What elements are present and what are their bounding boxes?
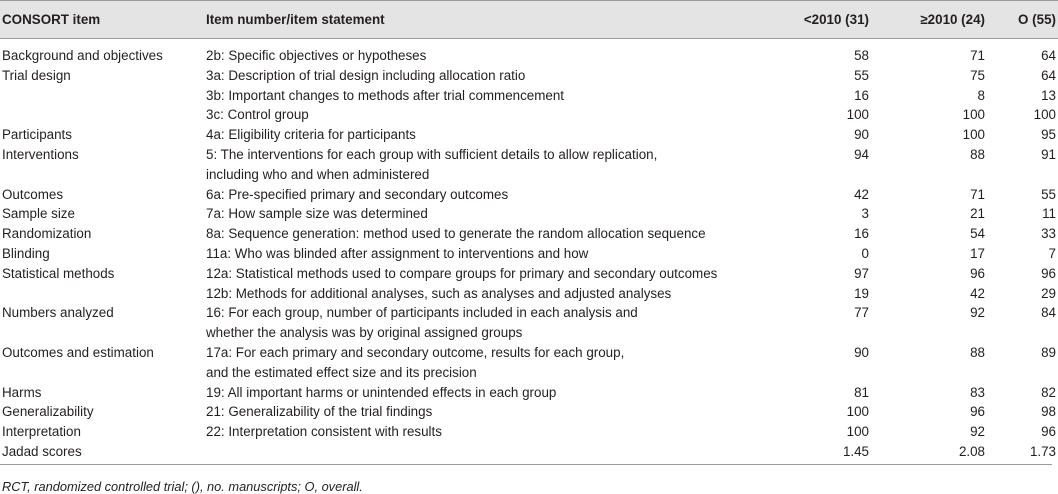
cell-item-statement xyxy=(206,39,751,66)
statement-line: 3a: Description of trial design including allocation ratio xyxy=(206,67,526,83)
cell-consort-item xyxy=(0,284,206,304)
cell-before-2010: 16 xyxy=(854,226,869,242)
statement-line: 2b: Specific objectives or hypotheses xyxy=(206,48,427,63)
statement-line: 17a: For each primary and secondary outcome, results for each group, xyxy=(206,344,625,360)
cell-overall: 98 xyxy=(1041,404,1056,420)
statement-line: 19: All important harms or unintended effects in each group xyxy=(206,384,557,400)
table-body xyxy=(0,39,1058,464)
cell-item-statement xyxy=(206,66,751,86)
cell-overall: 7 xyxy=(1048,245,1056,261)
cell-consort-item: Statistical methods xyxy=(2,265,115,281)
header-before-2010: <2010 (31) xyxy=(751,1,871,39)
cell-consort-item: Background and objectives xyxy=(2,48,163,63)
cell-after-2010: 2.08 xyxy=(958,443,985,459)
table-row xyxy=(0,204,1058,224)
cell-consort-item: Outcomes xyxy=(2,186,64,202)
cell-item-statement xyxy=(206,383,751,403)
table-row xyxy=(0,224,1058,244)
statement-line-continued: and the estimated effect size and its precision xyxy=(206,364,477,380)
table-row xyxy=(0,284,1058,304)
table-row xyxy=(0,303,1058,343)
table-row xyxy=(0,66,1058,86)
cell-consort-item: Sample size xyxy=(2,206,75,222)
cell-after-2010: 8 xyxy=(977,87,985,103)
statement-line: 4a: Eligibility criteria for participants xyxy=(206,127,416,143)
header-row xyxy=(0,1,1058,39)
cell-after-2010: 88 xyxy=(970,344,985,360)
cell-before-2010: 94 xyxy=(854,146,869,162)
cell-consort-item: Participants xyxy=(2,127,72,143)
cell-before-2010: 81 xyxy=(854,384,869,400)
cell-item-statement xyxy=(206,402,751,422)
cell-before-2010: 100 xyxy=(846,404,869,420)
table-row xyxy=(0,402,1058,422)
cell-after-2010: 100 xyxy=(962,127,985,143)
cell-before-2010: 97 xyxy=(854,265,869,281)
header-overall: O (55) xyxy=(987,1,1058,39)
cell-consort-item: Harms xyxy=(2,384,42,400)
cell-consort-item: Jadad scores xyxy=(2,443,82,459)
cell-consort-item: Numbers analyzed xyxy=(2,305,114,321)
cell-item-statement xyxy=(206,442,751,464)
cell-item-statement xyxy=(206,284,751,304)
cell-before-2010: 100 xyxy=(846,424,869,440)
cell-before-2010: 19 xyxy=(854,285,869,301)
header-item-statement: Item number/item statement xyxy=(206,1,751,39)
cell-before-2010: 1.45 xyxy=(842,443,869,459)
cell-overall: 84 xyxy=(1041,305,1056,321)
statement-line: 22: Interpretation consistent with results xyxy=(206,424,442,440)
cell-consort-item: Outcomes and estimation xyxy=(2,344,154,360)
cell-item-statement xyxy=(206,86,751,106)
cell-after-2010: 71 xyxy=(970,186,985,202)
cell-after-2010: 17 xyxy=(970,245,985,261)
cell-consort-item: Randomization xyxy=(2,226,92,242)
cell-overall: 29 xyxy=(1041,285,1056,301)
cell-before-2010: 55 xyxy=(854,67,869,83)
statement-line: 6a: Pre-specified primary and secondary outcomes xyxy=(206,186,509,202)
cell-overall: 91 xyxy=(1041,146,1056,162)
statement-line-continued: whether the analysis was by original assigned groups xyxy=(206,325,523,341)
cell-after-2010: 75 xyxy=(970,67,985,83)
cell-after-2010: 71 xyxy=(970,48,985,63)
table-row xyxy=(0,383,1058,403)
table-row xyxy=(0,343,1058,383)
cell-before-2010: 0 xyxy=(861,245,869,261)
cell-item-statement xyxy=(206,422,751,442)
header-consort-item: CONSORT item xyxy=(0,1,206,39)
cell-before-2010: 42 xyxy=(854,186,869,202)
cell-after-2010: 83 xyxy=(970,384,985,400)
table-row xyxy=(0,244,1058,264)
cell-consort-item: Generalizability xyxy=(2,404,94,420)
statement-line: 3b: Important changes to methods after trial commencement xyxy=(206,87,565,103)
cell-consort-item: Trial design xyxy=(2,67,71,83)
cell-after-2010: 92 xyxy=(970,424,985,440)
cell-overall: 64 xyxy=(1041,48,1056,63)
table-row xyxy=(0,442,1058,464)
cell-consort-item xyxy=(0,86,206,106)
cell-consort-item: Interpretation xyxy=(2,424,81,440)
statement-line: 12b: Methods for additional analyses, such as analyses and adjusted analyses xyxy=(206,285,672,301)
cell-overall: 1.73 xyxy=(1029,443,1056,459)
cell-overall: 64 xyxy=(1041,67,1056,83)
cell-after-2010: 92 xyxy=(970,305,985,321)
statement-line: 5: The interventions for each group with sufficient details to allow replication, xyxy=(206,146,658,162)
statement-line: 8a: Sequence generation: method used to generate the random allocation sequence xyxy=(206,226,706,242)
cell-item-statement xyxy=(206,224,751,244)
cell-after-2010: 96 xyxy=(970,265,985,281)
statement-line: 12a: Statistical methods used to compare groups for primary and secondary outcomes xyxy=(206,265,718,281)
cell-before-2010: 3 xyxy=(861,206,869,222)
table-footnote: RCT, randomized controlled trial; (), no. manuscripts; O, overall. xyxy=(2,478,363,494)
cell-item-statement xyxy=(206,343,751,383)
statement-line: 21: Generalizability of the trial findings xyxy=(206,404,433,420)
cell-after-2010: 96 xyxy=(970,404,985,420)
cell-item-statement xyxy=(206,204,751,224)
cell-before-2010: 77 xyxy=(854,305,869,321)
cell-item-statement xyxy=(206,303,751,343)
cell-overall: 33 xyxy=(1041,226,1056,242)
header-after-2010: ≥2010 (24) xyxy=(871,1,987,39)
cell-after-2010: 21 xyxy=(970,206,985,222)
cell-after-2010: 54 xyxy=(970,226,985,242)
table-row xyxy=(0,125,1058,145)
cell-item-statement xyxy=(206,244,751,264)
bottom-rule xyxy=(0,464,1052,465)
statement-line: 7a: How sample size was determined xyxy=(206,206,428,222)
cell-overall: 13 xyxy=(1041,87,1056,103)
cell-overall: 96 xyxy=(1041,265,1056,281)
statement-line: 11a: Who was blinded after assignment to interventions and how xyxy=(206,245,589,261)
cell-overall: 95 xyxy=(1041,127,1056,143)
table-row xyxy=(0,145,1058,185)
cell-consort-item: Interventions xyxy=(2,146,79,162)
cell-after-2010: 42 xyxy=(970,285,985,301)
cell-overall: 100 xyxy=(1033,107,1056,123)
statement-line: 16: For each group, number of participants included in each analysis and xyxy=(206,305,638,321)
cell-after-2010: 100 xyxy=(962,107,985,123)
cell-consort-item: Blinding xyxy=(2,245,50,261)
cell-overall: 55 xyxy=(1041,186,1056,202)
table-row xyxy=(0,86,1058,106)
cell-consort-item xyxy=(0,105,206,125)
cell-overall: 11 xyxy=(1042,206,1056,222)
cell-item-statement xyxy=(206,125,751,145)
cell-item-statement xyxy=(206,145,751,185)
cell-item-statement xyxy=(206,185,751,205)
table-row xyxy=(0,264,1058,284)
cell-after-2010: 88 xyxy=(970,146,985,162)
statement-line: 3c: Control group xyxy=(206,107,309,123)
cell-overall: 89 xyxy=(1041,344,1056,360)
table-row xyxy=(0,185,1058,205)
table-row xyxy=(0,422,1058,442)
cell-overall: 96 xyxy=(1041,424,1056,440)
table-row xyxy=(0,105,1058,125)
table-row xyxy=(0,39,1058,66)
statement-line-continued: including who and when administered xyxy=(206,166,430,182)
cell-before-2010: 16 xyxy=(854,87,869,103)
cell-item-statement xyxy=(206,264,751,284)
cell-overall: 82 xyxy=(1041,384,1056,400)
cell-before-2010: 58 xyxy=(854,48,869,63)
cell-before-2010: 90 xyxy=(854,127,869,143)
cell-before-2010: 90 xyxy=(854,344,869,360)
cell-item-statement xyxy=(206,105,751,125)
cell-before-2010: 100 xyxy=(846,107,869,123)
